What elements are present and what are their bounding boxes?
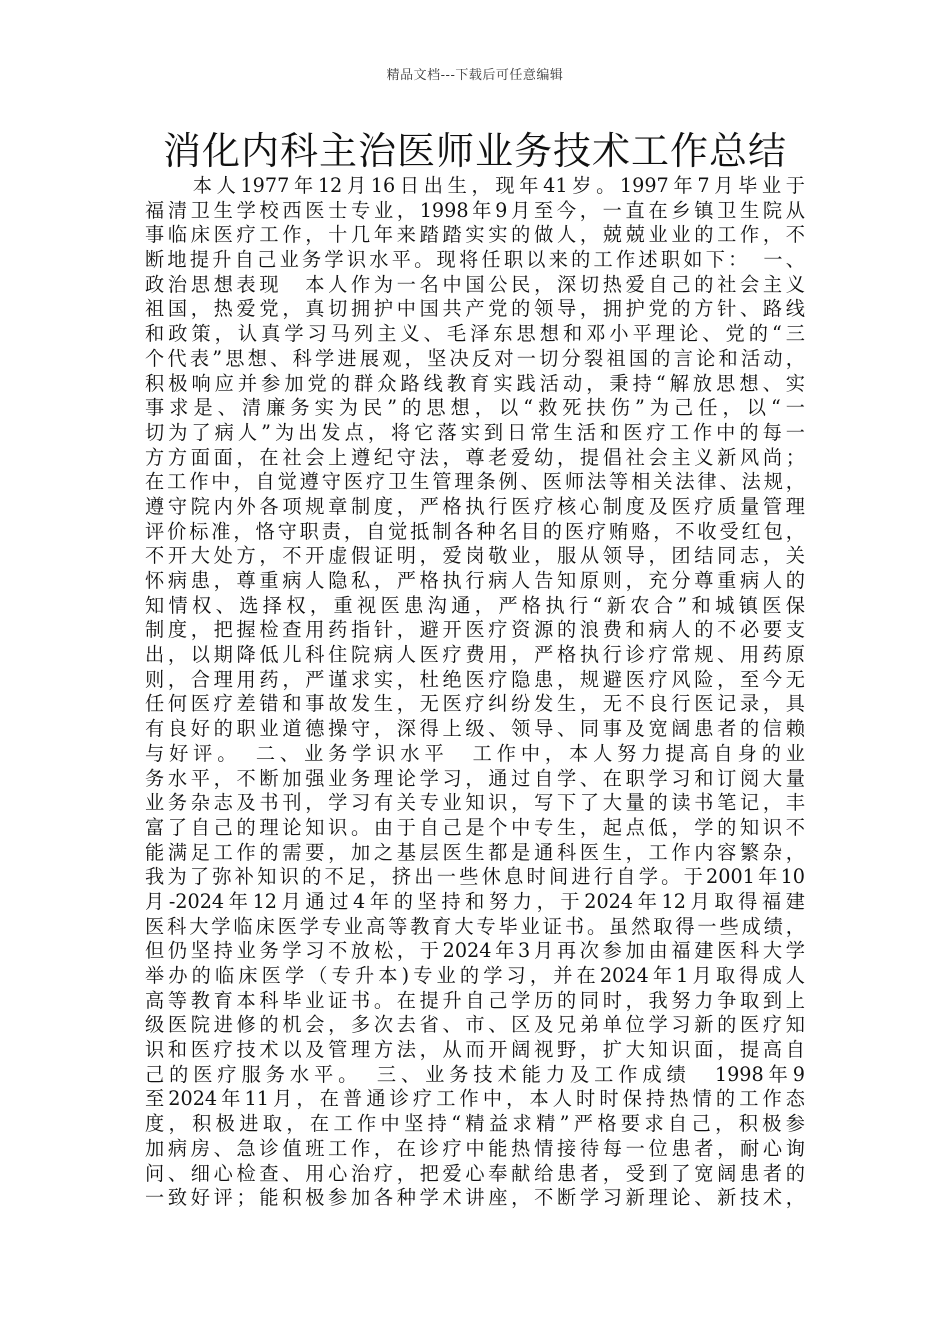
page-header: 精品文档---下载后可任意编辑 bbox=[386, 68, 564, 83]
body-line: 切为了病人”为出发点，将它落实到日常生活和医疗工作中的每一 bbox=[145, 420, 805, 444]
body-line: 务水平，不断加强业务理论学习，通过自学、在职学习和订阅大量 bbox=[145, 766, 805, 790]
body-line: 不开大处方，不开虚假证明，爱岗敬业，服从领导，团结同志，关 bbox=[145, 544, 805, 568]
body-line: 能满足工作的需要，加之基层医生都是通科医生，工作内容繁杂， bbox=[145, 840, 805, 864]
body-line: 至2024年11月，在普通诊疗工作中，本人时时保持热情的工作态 bbox=[145, 1087, 805, 1111]
body-line: 任何医疗差错和事故发生，无医疗纠纷发生，无不良行医记录，具 bbox=[145, 692, 805, 716]
body-line: 本人1977年12月16日出生，现年41岁。1997年7月毕业于 bbox=[145, 174, 805, 197]
body-line: 举办的临床医学（专升本)专业的学习，并在2024年1月取得成人 bbox=[145, 964, 805, 987]
body-line: 高等教育本科毕业证书。在提升自己学历的同时，我努力争取到上 bbox=[145, 988, 805, 1012]
body-line: 我为了弥补知识的不足，挤出一些休息时间进行自学。于2001年10 bbox=[145, 865, 805, 889]
body-line: 个代表”思想、科学进展观，坚决反对一切分裂祖国的言论和活动， bbox=[145, 346, 805, 370]
body-line: 遵守院内外各项规章制度，严格执行医疗核心制度及医疗质量管理 bbox=[145, 494, 805, 518]
body-line: 己的医疗服务水平。 三、业务技术能力及工作成绩 1998年9 bbox=[145, 1062, 805, 1086]
body-line: 事求是、清廉务实为民”的思想，以“救死扶伤”为己任，以“一 bbox=[145, 396, 805, 420]
body-line: 积极响应并参加党的群众路线教育实践活动，秉持“解放思想、实 bbox=[145, 371, 805, 395]
body-line: 祖国，热爱党，真切拥护中国共产党的领导，拥护党的方针、路线 bbox=[145, 297, 805, 321]
body-line: 出，以期降低儿科住院病人医疗费用，严格执行诊疗常规、用药原 bbox=[145, 643, 805, 667]
body-line: 则，合理用药，严谨求实，杜绝医疗隐患，规避医疗风险，至今无 bbox=[145, 667, 805, 691]
body-line: 与好评。 二、业务学识水平 工作中，本人努力提高自身的业 bbox=[145, 741, 805, 765]
body-line: 方方面面，在社会上遵纪守法，尊老爱幼，提倡社会主义新风尚； bbox=[145, 445, 805, 469]
body-line: 怀病患，尊重病人隐私，严格执行病人告知原则，充分尊重病人的 bbox=[145, 569, 805, 592]
body-line: 识和医疗技术以及管理方法，从而开阔视野，扩大知识面，提高自 bbox=[145, 1038, 805, 1062]
body-line: 度，积极进取，在工作中坚持“精益求精”严格要求自己，积极参 bbox=[145, 1112, 805, 1136]
body-line: 和政策，认真学习马列主义、毛泽东思想和邓小平理论、党的“三 bbox=[145, 322, 805, 346]
body-line: 一致好评；能积极参加各种学术讲座，不断学习新理论、新技术， bbox=[145, 1186, 805, 1210]
body-line: 月-2024年12月通过4年的坚持和努力，于2024年12月取得福建 bbox=[145, 889, 805, 913]
body-line: 有良好的职业道德操守，深得上级、领导、同事及宽阔患者的信赖 bbox=[145, 717, 805, 741]
body-line: 加病房、急诊值班工作，在诊疗中能热情接待每一位患者，耐心询 bbox=[145, 1136, 805, 1160]
body-line: 但仍坚持业务学习不放松，于2024年3月再次参加由福建医科大学 bbox=[145, 939, 805, 963]
body-line: 级医院进修的机会，多次去省、市、区及兄弟单位学习新的医疗知 bbox=[145, 1013, 805, 1037]
body-line: 医科大学临床医学专业高等教育大专毕业证书。虽然取得一些成绩， bbox=[145, 914, 805, 938]
body-line: 富了自己的理论知识。由于自己是个中专生，起点低，学的知识不 bbox=[145, 815, 805, 839]
document-body bbox=[145, 174, 805, 1211]
body-line: 问、细心检查、用心治疗，把爱心奉献给患者，受到了宽阔患者的 bbox=[145, 1161, 805, 1185]
body-line: 政治思想表现 本人作为一名中国公民，深切热爱自己的社会主义 bbox=[145, 272, 805, 296]
body-line: 知情权、选择权，重视医患沟通，严格执行“新农合”和城镇医保 bbox=[145, 593, 805, 617]
body-line: 事临床医疗工作，十几年来踏踏实实的做人，兢兢业业的工作，不 bbox=[145, 223, 805, 247]
body-line: 制度，把握检查用药指针，避开医疗资源的浪费和病人的不必要支 bbox=[145, 618, 805, 642]
body-line: 福清卫生学校西医士专业，1998年9月至今，一直在乡镇卫生院从 bbox=[145, 198, 805, 222]
body-line: 在工作中，自觉遵守医疗卫生管理条例、医师法等相关法律、法规， bbox=[145, 470, 805, 494]
document-title: 消化内科主治医师业务技术工作总结 bbox=[162, 129, 787, 173]
body-line: 断地提升自己业务学识水平。现将任职以来的工作述职如下： 一、 bbox=[145, 248, 805, 272]
body-line: 业务杂志及书刊，学习有关专业知识，写下了大量的读书笔记，丰 bbox=[145, 791, 805, 815]
body-line: 评价标准，恪守职责，自觉抵制各种名目的医疗贿赂，不收受红包， bbox=[145, 519, 805, 543]
